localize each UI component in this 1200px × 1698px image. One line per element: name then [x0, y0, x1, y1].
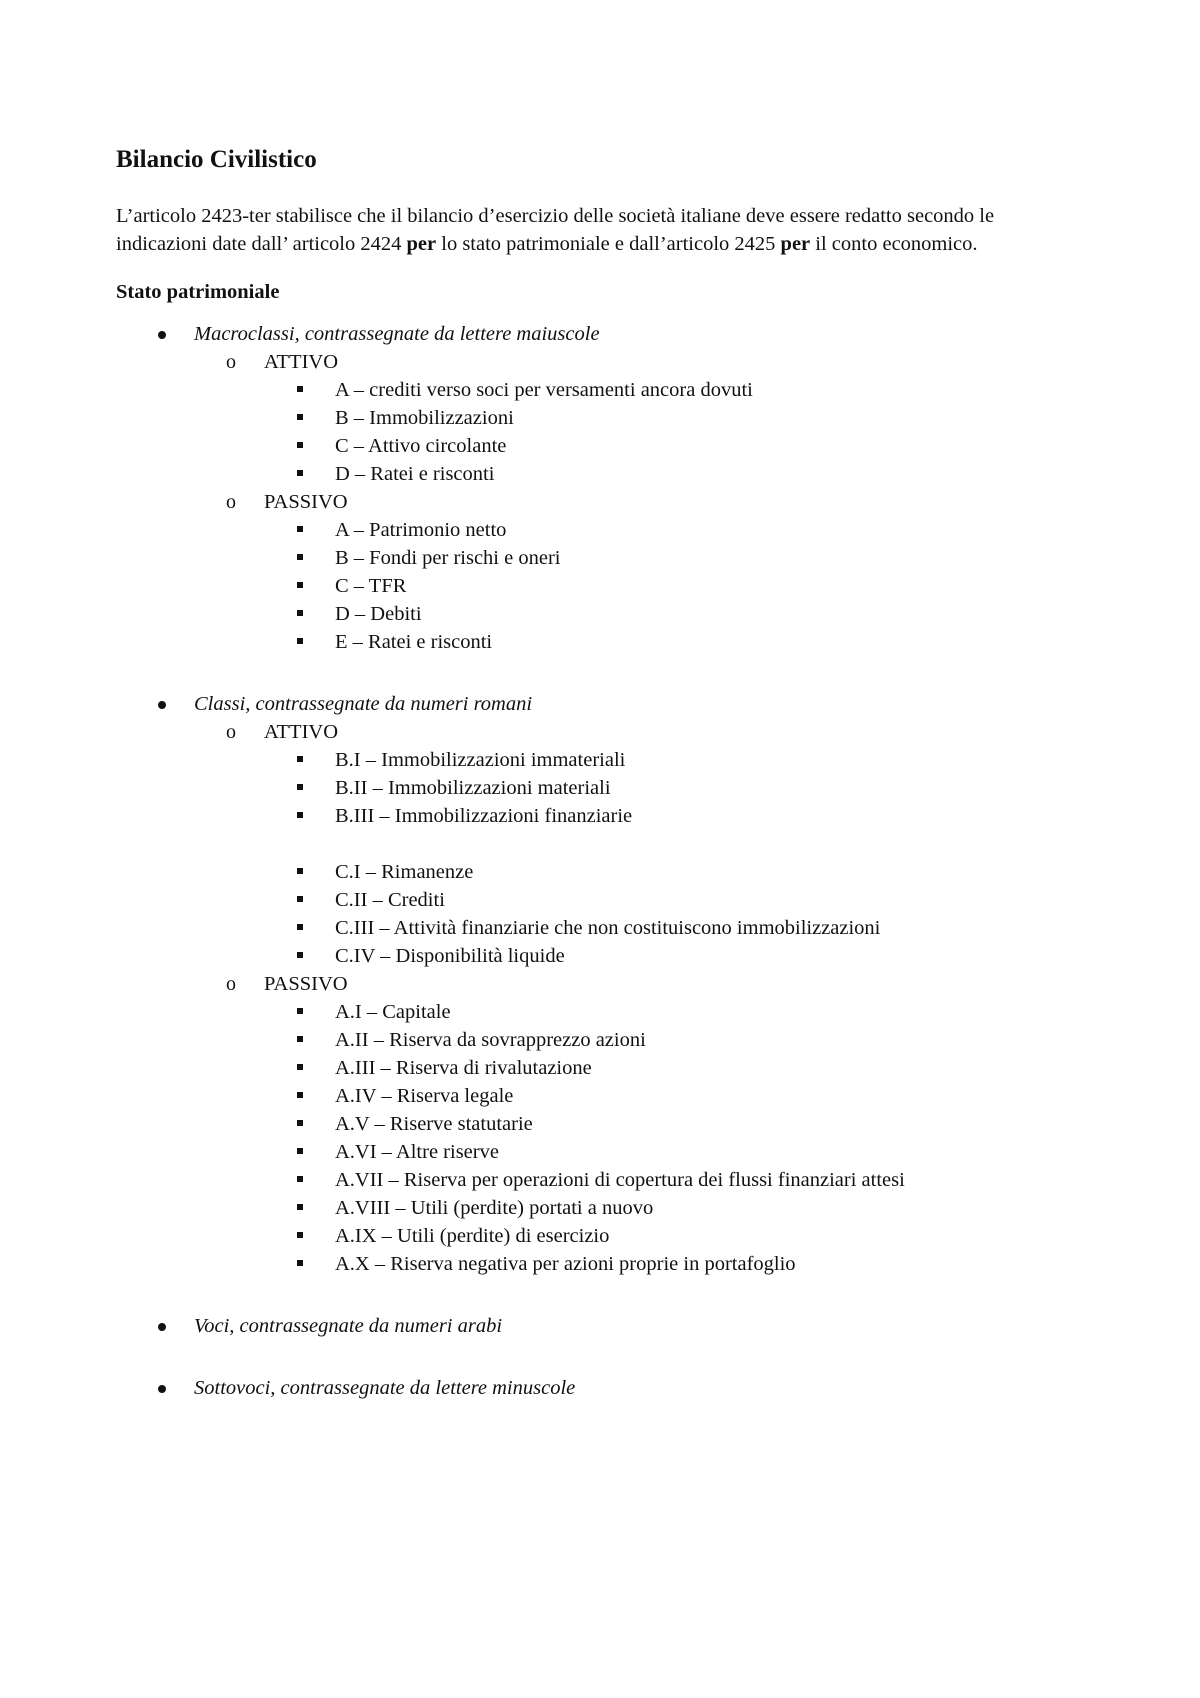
bullet-square-icon [297, 554, 303, 560]
list-item-passivo [190, 970, 1076, 1278]
bullet-dot-icon [158, 1323, 166, 1331]
list-item-label: B.III – Immobilizzazioni finanziarie [335, 805, 633, 827]
list-item-label: ATTIVO [264, 721, 339, 743]
list-item [262, 886, 1076, 914]
list-item-label: ATTIVO [264, 351, 339, 373]
list-item [262, 376, 1076, 404]
list-item [262, 544, 1076, 572]
list-item [262, 1166, 1076, 1194]
list-item-label: A.V – Riserve statutarie [335, 1113, 533, 1135]
list-item [262, 914, 1076, 942]
list-item [262, 1194, 1076, 1222]
bullet-square-icon [297, 1148, 303, 1154]
list-item-label: A.VIII – Utili (perdite) portati a nuovo [335, 1197, 654, 1219]
list-item [262, 404, 1076, 432]
list-item [262, 802, 1076, 830]
bullet-square-icon [297, 442, 303, 448]
bullet-dot-icon [158, 331, 166, 339]
bullet-circle-icon: o [226, 351, 236, 373]
list-item-label: Voci, contrassegnate da numeri arabi [194, 1315, 503, 1337]
bullet-square-icon [297, 1232, 303, 1238]
list-item-label: A.X – Riserva negativa per azioni proprie in portafoglio [335, 1253, 796, 1275]
list-item-label: B – Immobilizzazioni [335, 407, 514, 429]
bullet-square-icon [297, 610, 303, 616]
list-item-label: C.II – Crediti [335, 889, 445, 911]
list-item [262, 460, 1076, 488]
bullet-square-icon [297, 1064, 303, 1070]
sublist [264, 376, 1076, 488]
list-item [262, 1026, 1076, 1054]
list-item [262, 516, 1076, 544]
list-item-label: B.I – Immobilizzazioni immateriali [335, 749, 626, 771]
list-item-label: A.III – Riserva di rivalutazione [335, 1057, 592, 1079]
list-item [262, 942, 1076, 970]
list-item [262, 858, 1076, 886]
list-item [262, 1082, 1076, 1110]
list-item-label: C – Attivo circolante [335, 435, 507, 457]
bullet-square-icon [297, 756, 303, 762]
bullet-square-icon [297, 1008, 303, 1014]
bullet-square-icon [297, 896, 303, 902]
list-item-label: PASSIVO [264, 491, 348, 513]
intro-text-1: L’articolo 2423-ter stabilisce che il bilancio d’esercizio delle società italiane deve essere redatto secondo le indicazioni date dall’ articolo 2424 [116, 205, 995, 255]
bullet-square-icon [297, 582, 303, 588]
bullet-square-icon [297, 386, 303, 392]
list-item-label: D – Debiti [335, 603, 422, 625]
list-item-label: C – TFR [335, 575, 407, 597]
bullet-square-icon [297, 868, 303, 874]
bullet-circle-icon: o [226, 721, 236, 743]
list-item-label: Macroclassi, contrassegnate da lettere maiuscole [194, 323, 600, 345]
sublist [264, 746, 1076, 830]
intro-bold-2: per [780, 233, 811, 255]
list-item-label: Sottovoci, contrassegnate da lettere minuscole [194, 1377, 576, 1399]
bullet-square-icon [297, 1120, 303, 1126]
list-item-label: A – crediti verso soci per versamenti ancora dovuti [335, 379, 753, 401]
document-title: Bilancio Civilistico [116, 146, 317, 173]
list-item-label: D – Ratei e risconti [335, 463, 495, 485]
bullet-square-icon [297, 1036, 303, 1042]
bullet-dot-icon [158, 701, 166, 709]
list-item-label: PASSIVO [264, 973, 348, 995]
list-item [262, 600, 1076, 628]
list-item-label: A.II – Riserva da sovrapprezzo azioni [335, 1029, 646, 1051]
list-item [262, 998, 1076, 1026]
document-page [116, 142, 1076, 1402]
list-item-voci [116, 1312, 1076, 1340]
section-title: Stato patrimoniale [116, 281, 280, 303]
list-item [262, 572, 1076, 600]
list-item [262, 1250, 1076, 1278]
bullet-square-icon [297, 952, 303, 958]
bullet-circle-icon: o [226, 491, 236, 513]
sublist [194, 718, 1076, 1278]
list-item [262, 1054, 1076, 1082]
list-item-label: A.I – Capitale [335, 1001, 451, 1023]
intro-text-3: il conto economico. [810, 233, 978, 255]
list-item-label: A.VI – Altre riserve [335, 1141, 499, 1163]
bullet-square-icon [297, 784, 303, 790]
intro-paragraph [116, 202, 1076, 258]
list-item-sottovoci [116, 1374, 1076, 1402]
main-list [116, 320, 1076, 1402]
list-item-label: C.I – Rimanenze [335, 861, 474, 883]
bullet-square-icon [297, 1260, 303, 1266]
list-item-attivo [190, 348, 1076, 488]
intro-text-2: lo stato patrimoniale e dall’articolo 2425 [436, 233, 781, 255]
list-item-label: A.VII – Riserva per operazioni di copertura dei flussi finanziari attesi [335, 1169, 905, 1191]
list-item-label: C.IV – Disponibilità liquide [335, 945, 565, 967]
bullet-dot-icon [158, 1385, 166, 1393]
list-item-attivo [190, 718, 1076, 970]
bullet-square-icon [297, 1176, 303, 1182]
bullet-square-icon [297, 526, 303, 532]
list-item-label: B – Fondi per rischi e oneri [335, 547, 561, 569]
list-item-label: A – Patrimonio netto [335, 519, 507, 541]
list-item [262, 746, 1076, 774]
list-item [262, 1110, 1076, 1138]
list-item [262, 432, 1076, 460]
bullet-circle-icon: o [226, 973, 236, 995]
sublist [194, 348, 1076, 656]
list-item-label: A.IX – Utili (perdite) di esercizio [335, 1225, 610, 1247]
list-item-label: C.III – Attività finanziarie che non costituiscono immobilizzazioni [335, 917, 881, 939]
list-item-label: A.IV – Riserva legale [335, 1085, 514, 1107]
list-item-passivo [190, 488, 1076, 656]
bullet-square-icon [297, 924, 303, 930]
list-item-macroclassi [116, 320, 1076, 656]
list-item-classi [116, 690, 1076, 1278]
list-item [262, 774, 1076, 802]
bullet-square-icon [297, 470, 303, 476]
sublist [264, 998, 1076, 1278]
bullet-square-icon [297, 812, 303, 818]
sublist [264, 516, 1076, 656]
list-item-label: Classi, contrassegnate da numeri romani [194, 693, 533, 715]
sublist [264, 858, 1076, 970]
bullet-square-icon [297, 1204, 303, 1210]
list-item [262, 628, 1076, 656]
intro-bold-1: per [406, 233, 437, 255]
list-item-label: B.II – Immobilizzazioni materiali [335, 777, 611, 799]
bullet-square-icon [297, 414, 303, 420]
list-item [262, 1222, 1076, 1250]
bullet-square-icon [297, 638, 303, 644]
bullet-square-icon [297, 1092, 303, 1098]
list-item [262, 1138, 1076, 1166]
list-item-label: E – Ratei e risconti [335, 631, 493, 653]
